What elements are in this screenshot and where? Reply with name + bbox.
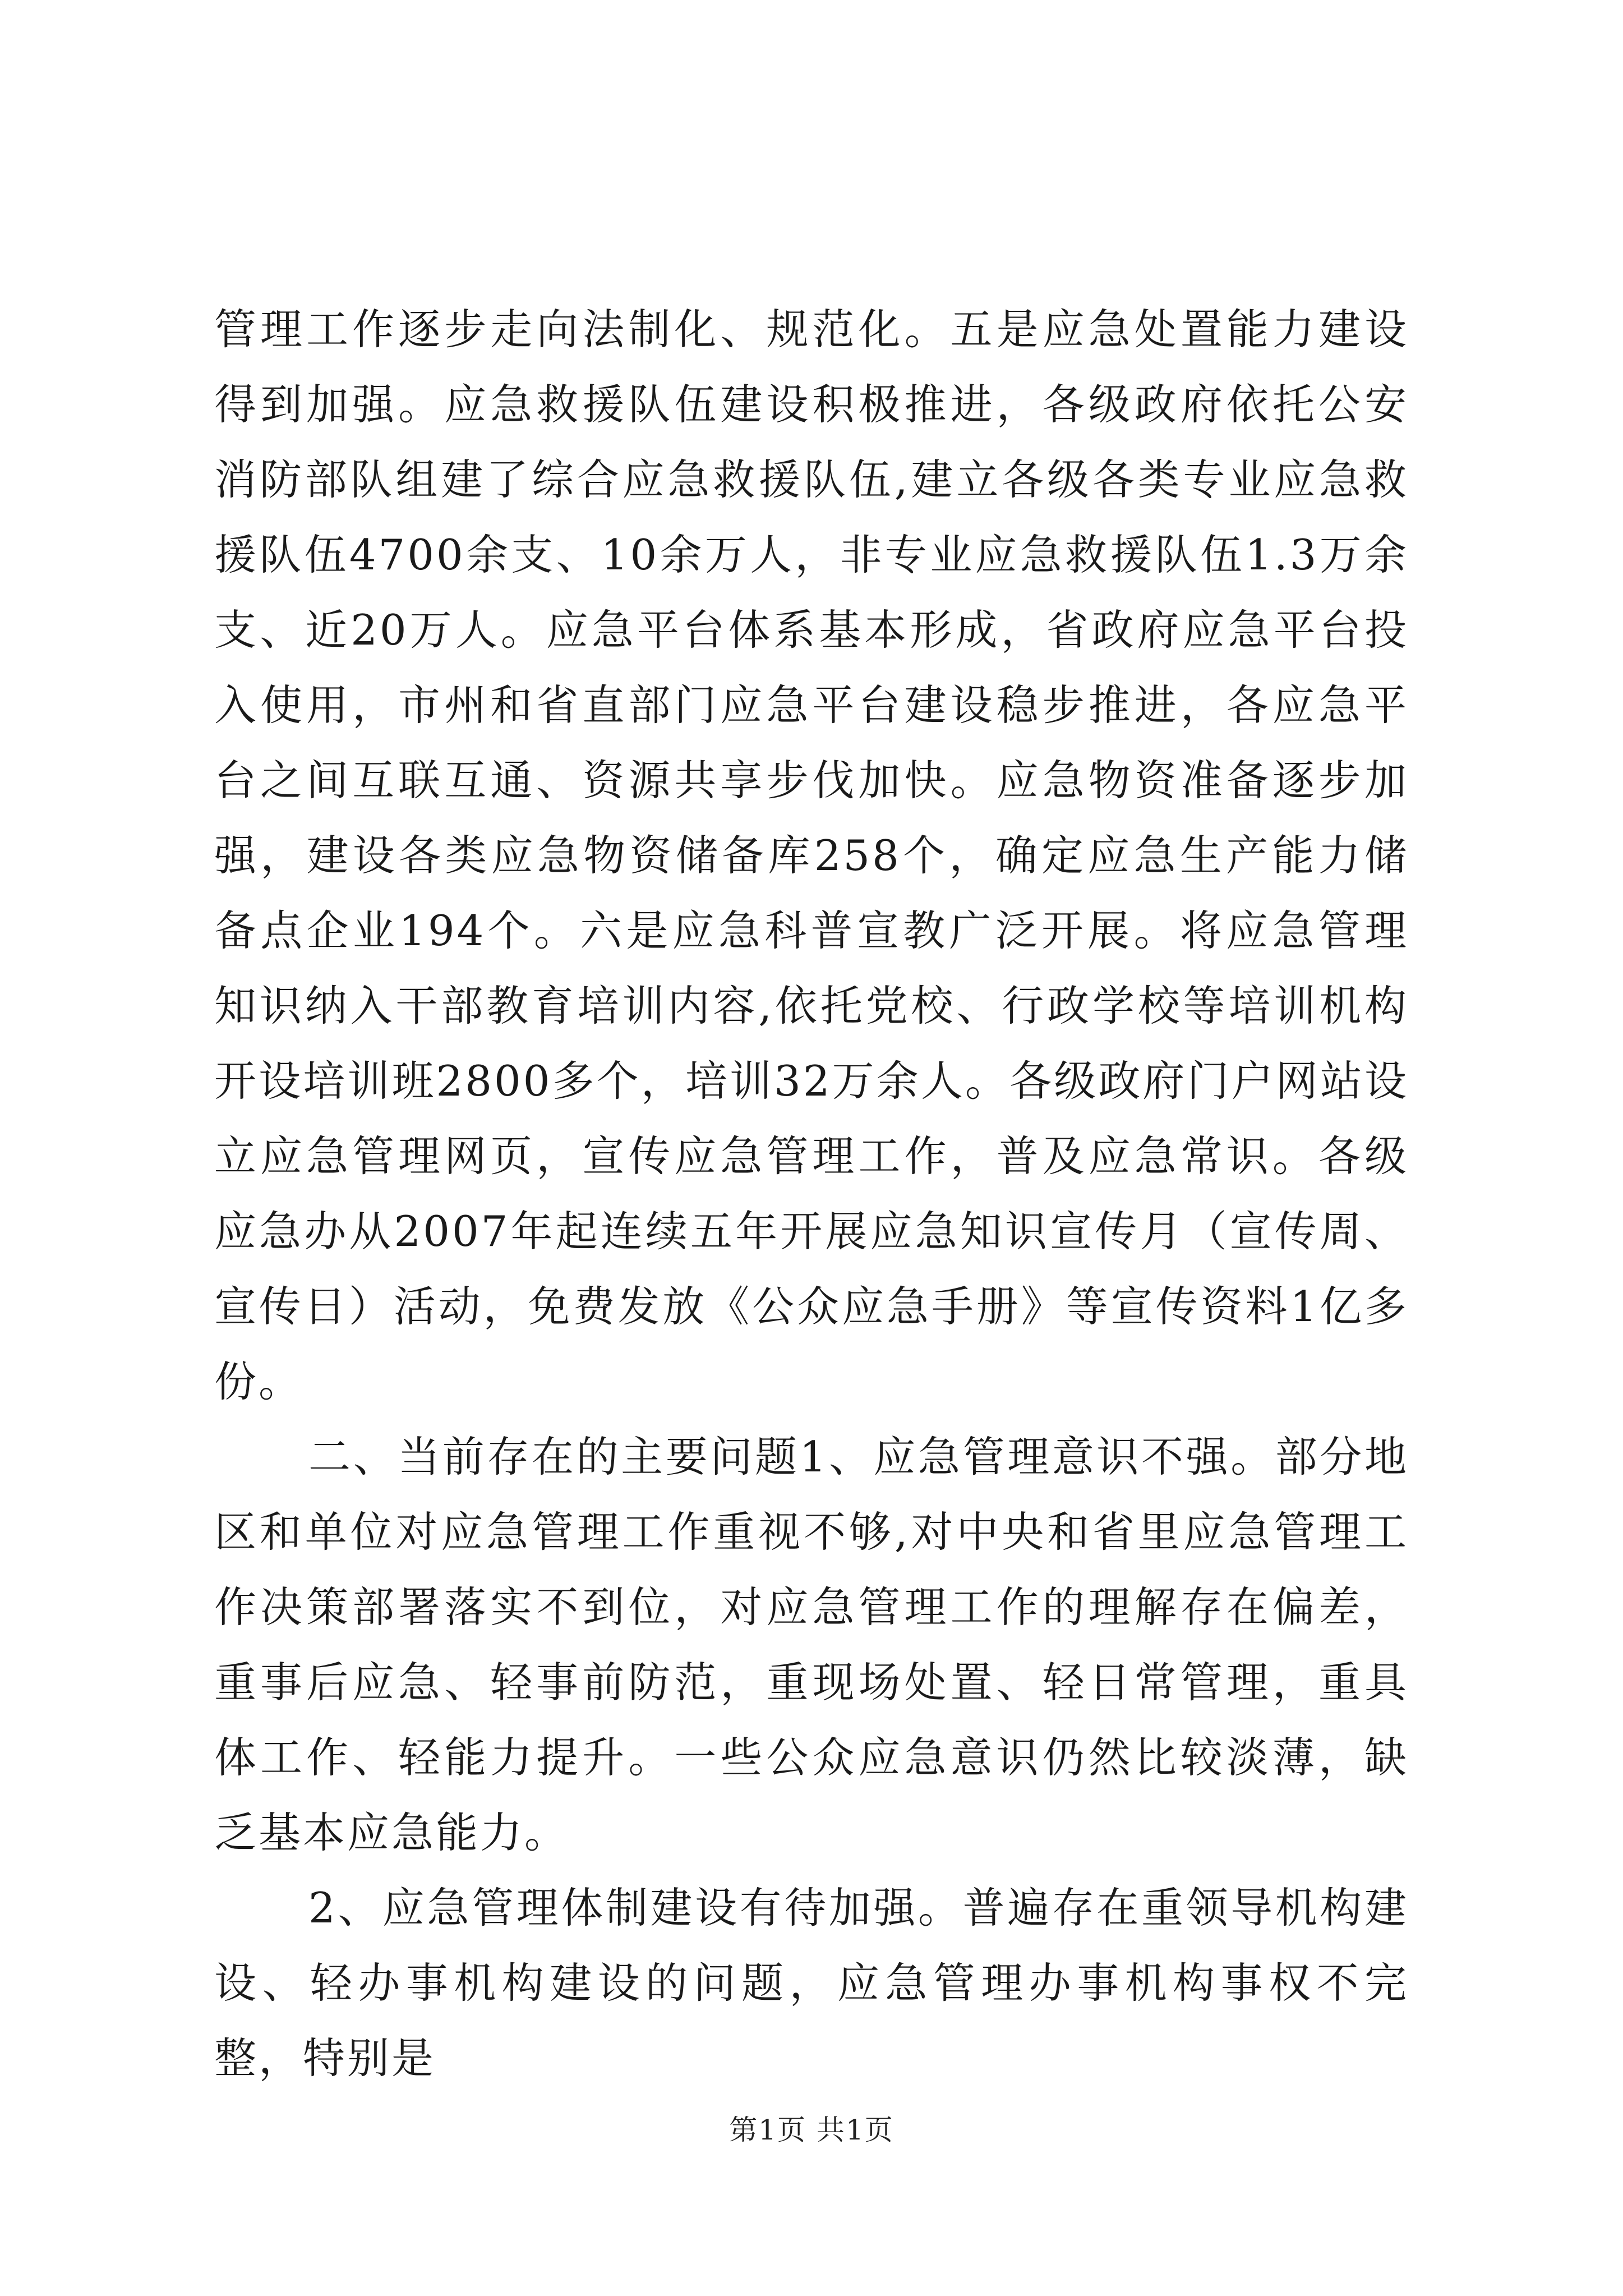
paragraph-2: 二、当前存在的主要问题1、应急管理意识不强。部分地区和单位对应急管理工作重视不够,对中央和省里应急管理工作决策部署落实不到位，对应急管理工作的理解存在偏差，重事后应急、轻事前防范，重现场处置、轻日常管理，重具体工作、轻能力提升。一些公众应急意识仍然比较淡薄，缺乏基本应急能力。 (214, 1432, 1409, 1857)
paragraph-3: 2、应急管理体制建设有待加强。普遍存在重领导机构建设、轻办事机构建设的问题，应急管理办事机构事权不完整，特别是 (214, 1883, 1409, 2083)
document-body (214, 292, 1409, 2096)
page-footer: 第1页 共1页 (729, 2114, 894, 2146)
paragraph-1: 管理工作逐步走向法制化、规范化。五是应急处置能力建设得到加强。应急救援队伍建设积极推进，各级政府依托公安消防部队组建了综合应急救援队伍,建立各级各类专业应急救援队伍4700余支、10余万人，非专业应急救援队伍1.3万余支、近20万人。应急平台体系基本形成，省政府应急平台投入使用，市州和省直部门应急平台建设稳步推进，各应急平台之间互联互通、资源共享步伐加快。应急物资准备逐步加强，建设各类应急物资储备库258个，确定应急生产能力储备点企业194个。六是应急科普宣教广泛开展。将应急管理知识纳入干部教育培训内容,依托党校、行政学校等培训机构开设培训班2800多个，培训32万余人。各级政府门户网站设立应急管理网页，宣传应急管理工作，普及应急常识。各级应急办从2007年起连续五年开展应急知识宣传月（宣传周、宣传日）活动，免费发放《公众应急手册》等宣传资料1亿多份。 (214, 305, 1409, 1406)
